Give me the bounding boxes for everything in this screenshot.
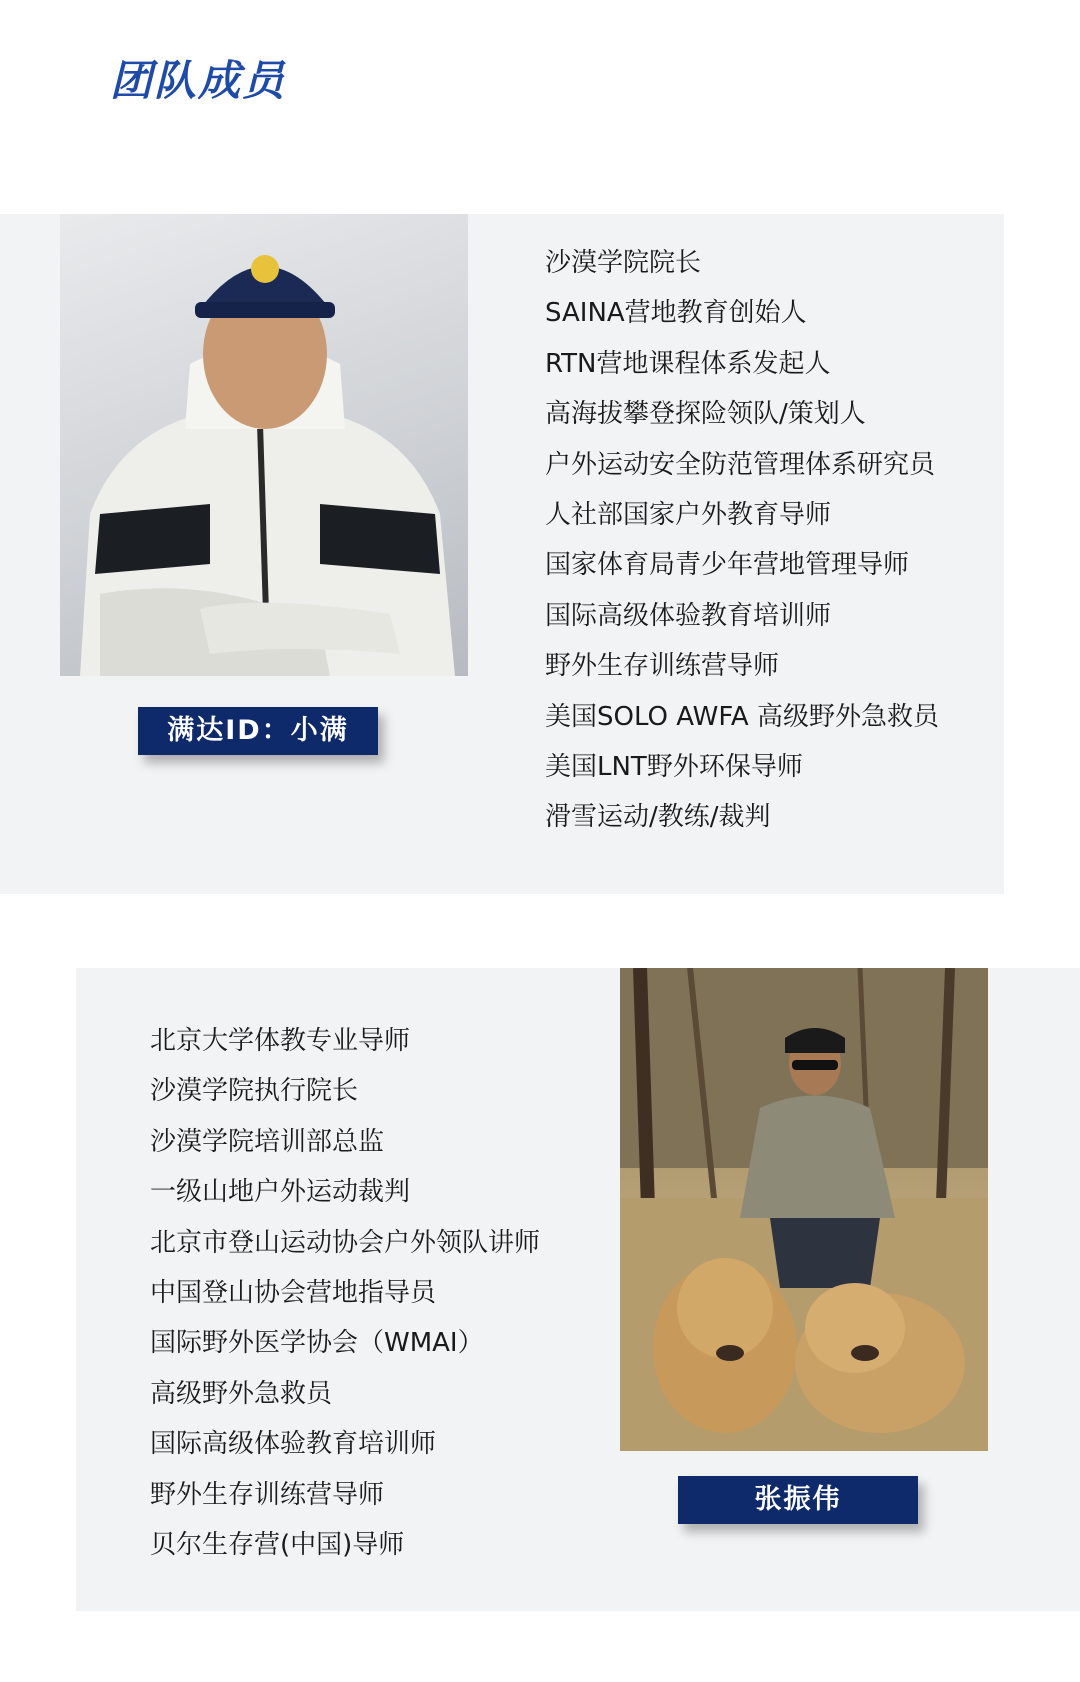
credential-item: 沙漠学院院长: [545, 248, 702, 278]
credential-item: 贝尔生存营(中国)导师: [150, 1530, 405, 1561]
lions-photo-illustration: [620, 968, 988, 1451]
credential-item: 国际野外医学协会（WMAI）: [150, 1328, 484, 1359]
credential-list: [150, 1016, 620, 1570]
credential-item: 国家体育局青少年营地管理导师: [545, 550, 910, 581]
credential-item: 美国LNT野外环保导师: [545, 752, 803, 783]
person-with-lions-photo-icon: [620, 968, 988, 1451]
credential-item: 北京大学体教专业导师: [150, 1026, 411, 1056]
credential-item: RTN营地课程体系发起人: [545, 348, 831, 379]
credential-item: 国际高级体验教育培训师: [150, 1429, 437, 1460]
credential-item: 国际高级体验教育培训师: [545, 600, 832, 631]
credential-item: 一级山地户外运动裁判: [150, 1177, 411, 1208]
credential-item: 野外生存训练营导师: [150, 1479, 385, 1510]
credential-item: 美国SOLO AWFA 高级野外急救员: [545, 701, 939, 732]
credential-item: 人社部国家户外教育导师: [545, 500, 832, 531]
member-name-tag: 张振伟: [678, 1476, 918, 1524]
member-name-tag: 满达ID：小满: [138, 707, 378, 755]
credential-item: 沙漠学院执行院长: [150, 1076, 359, 1107]
credential-item: SAINA营地教育创始人: [545, 298, 807, 329]
credential-item: 中国登山协会营地指导员: [150, 1278, 437, 1309]
credential-list: [545, 238, 1005, 843]
person-portrait-icon: [60, 214, 468, 676]
credential-item: 滑雪运动/教练/裁判: [545, 802, 771, 833]
credential-item: 野外生存训练营导师: [545, 651, 780, 682]
page-title: 团队成员: [110, 56, 287, 105]
credential-item: 高海拔攀登探险领队/策划人: [545, 399, 866, 430]
credential-item: 户外运动安全防范管理体系研究员: [545, 449, 936, 480]
portrait-illustration: [60, 214, 468, 676]
credential-item: 高级野外急救员: [150, 1378, 333, 1409]
credential-item: 沙漠学院培训部总监: [150, 1126, 385, 1157]
credential-item: 北京市登山运动协会户外领队讲师: [150, 1227, 541, 1258]
